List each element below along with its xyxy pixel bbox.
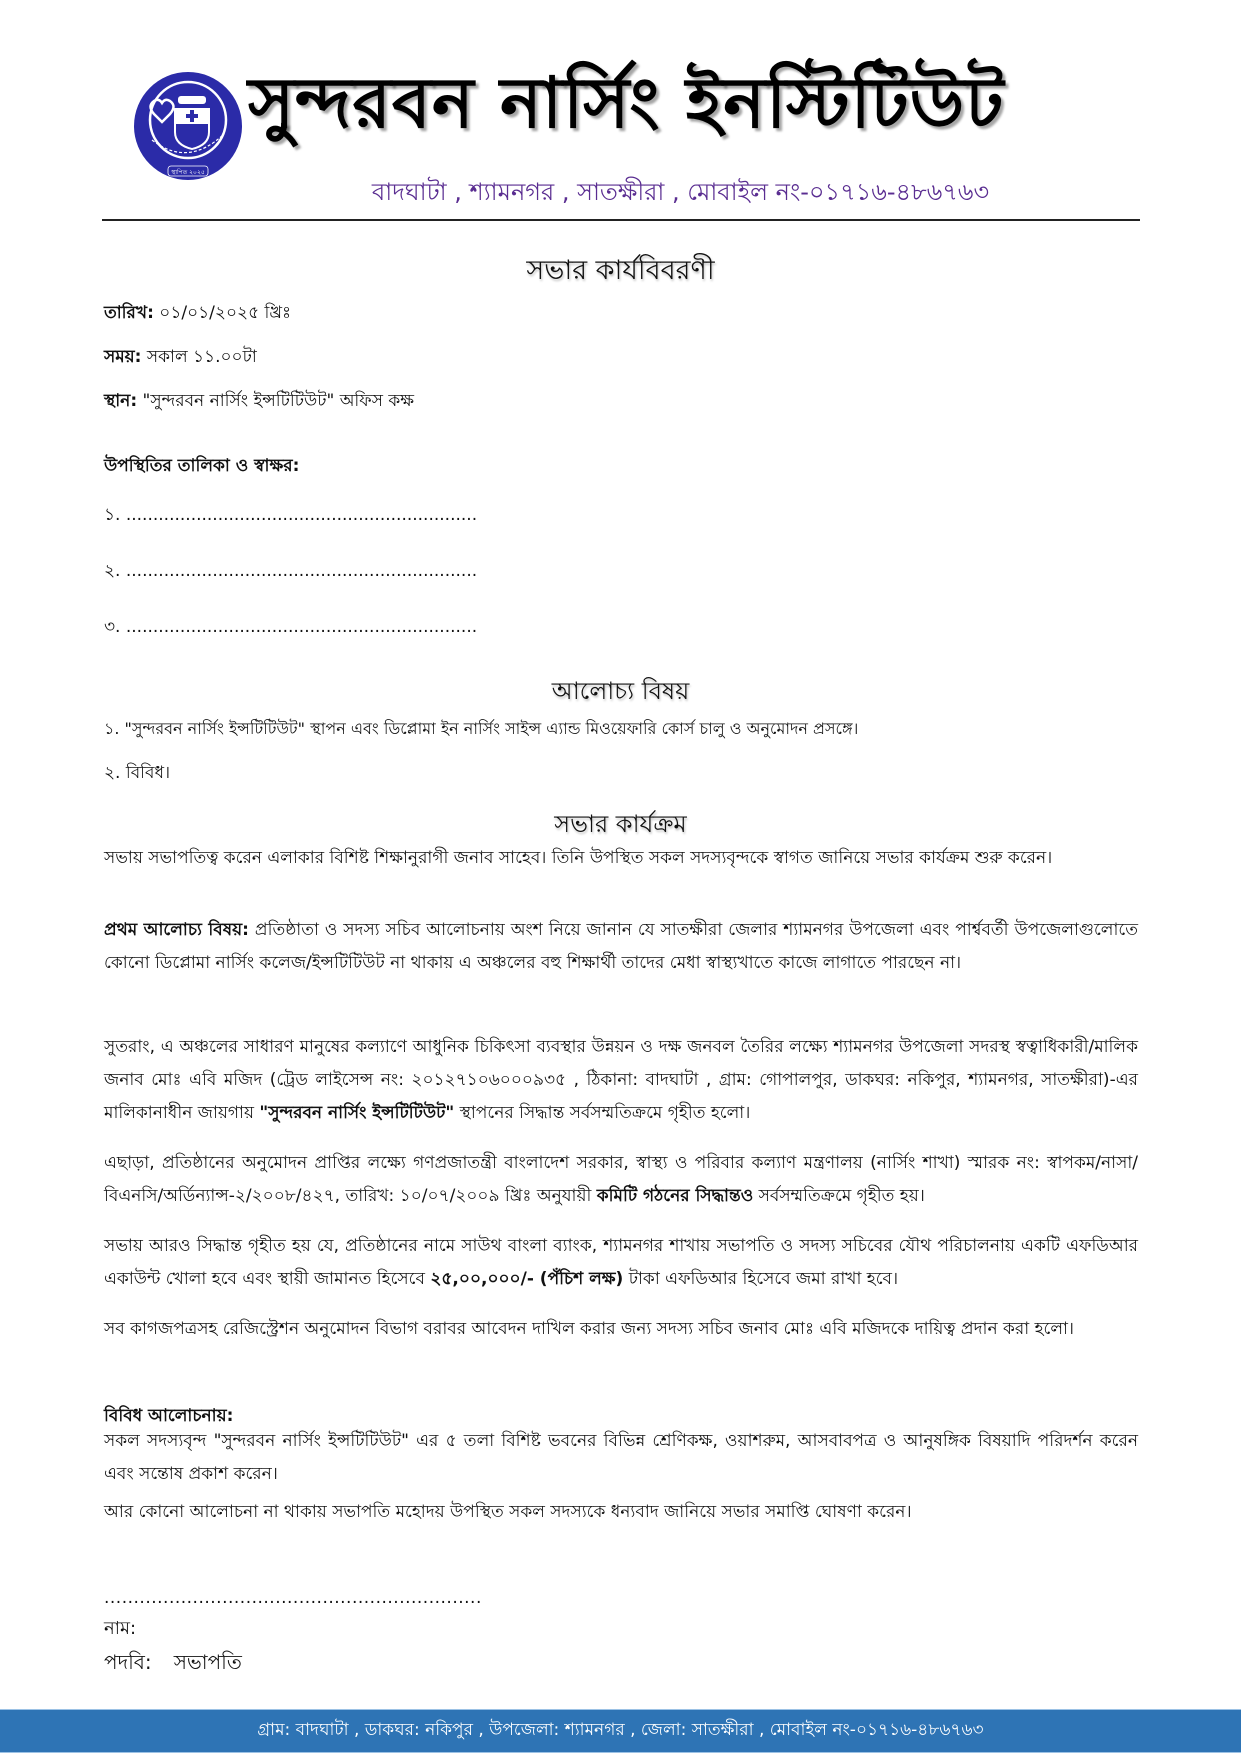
place-value: "সুন্দরবন নার্সিং ইন্সটিটিউট" অফিস কক্ষ bbox=[142, 391, 414, 411]
designation-value: সভাপতি bbox=[173, 1650, 242, 1674]
date-label: তারিখ: bbox=[104, 303, 154, 323]
approval-decision: সর্বসম্মতিক্রমে গৃহীত হয়। bbox=[753, 1186, 925, 1206]
attendance-blank: ................................................................. bbox=[125, 561, 478, 581]
designation-label: পদবি: bbox=[104, 1650, 152, 1674]
meeting-date bbox=[104, 300, 291, 328]
proceedings-paragraph-fdr bbox=[104, 1230, 1138, 1296]
proceedings-paragraph-registration: সব কাগজপত্রসহ রেজিস্ট্রেশন অনুমোদন বিভাগ বরাবর আবেদন দাখিল করার জন্য সদস্য সচিব জনাব মোঃ এবি মজিদকে দায়িত্ব প্রদান করা হলো। bbox=[104, 1319, 1075, 1339]
meeting-place bbox=[104, 388, 414, 416]
nursing-institute-logo-icon bbox=[132, 70, 244, 182]
first-topic-text: প্রতিষ্ঠাতা ও সদস্য সচিব আলোচনায় অংশ নিয়ে জানান যে সাতক্ষীরা জেলার শ্যামনগর উপজেলা এবং পার্শ্ববর্তী উপজেলাগুলোতে কোনো ডিপ্লোমা নার্সিং কলেজ/ইন্সটিটিউট না থাকায় এ অঞ্চলের বহু শিক্ষার্থী তাদের মেধা স্বাস্থ্যখাতে কাজে লাগাতে পারছেন না। bbox=[104, 920, 1138, 973]
institute-name-bold: "সুন্দরবন নার্সিং ইন্সটিটিউট" bbox=[259, 1103, 455, 1123]
deposit-amount-bold: ২৫,০০,০০০/- (পঁচিশ লক্ষ) bbox=[430, 1269, 624, 1289]
logo-established-text: স্থাপিত ২০২৫ bbox=[171, 169, 205, 176]
proceedings-paragraph-first-topic bbox=[104, 914, 1138, 980]
document-title: সভার কার্যবিবরণী bbox=[526, 255, 715, 286]
attendance-line bbox=[104, 614, 477, 642]
attendance-line bbox=[104, 558, 477, 586]
signature-line: ................................................................ bbox=[104, 1588, 482, 1608]
agenda-item: ১. "সুন্দরবন নার্সিং ইন্সটিটিউট" স্থাপন এবং ডিপ্লোমা ইন নার্সিং সাইন্স এ্যান্ড মিওয়েফারি কোর্স চালু ও অনুমোদন প্রসঙ্গে। bbox=[104, 719, 859, 738]
attendance-heading: উপস্থিতির তালিকা ও স্বাক্ষর: bbox=[104, 456, 300, 476]
header-address: বাদঘাটা , শ্যামনগর , সাতক্ষীরা , মোবাইল নং-০১৭১৬-৪৮৬৭৬৩ bbox=[371, 178, 990, 206]
misc-heading: বিবিধ আলোচনায়: bbox=[104, 1406, 234, 1426]
agenda-heading: আলোচ্য বিষয় bbox=[551, 677, 690, 705]
misc-paragraph-inspection: সকল সদস্যবৃন্দ "সুন্দরবন নার্সিং ইন্সটিটিউট" এর ৫ তলা বিশিষ্ট ভবনের বিভিন্ন শ্রেণিকক্ষ, ওয়াশরুম, আসবাবপত্র ও আনুষঙ্গিক বিষয়াদি পরিদর্শন করেন এবং সন্তোষ প্রকাশ করেন। bbox=[104, 1431, 1138, 1484]
establishment-text: সুতরাং, এ অঞ্চলের সাধারণ মানুষের কল্যাণে আধুনিক চিকিৎসা ব্যবস্থার উন্নয়ন ও দক্ষ জনবল তৈরির লক্ষ্যে শ্যামনগর উপজেলা সদরস্থ স্বত্বাধিকারী/মালিক জনাব মোঃ এবি মজিদ (ট্রেড লাইসেন্স নং: ২০১২৭১০৬০০০৯৩৫ , ঠিকানা: বাদঘাটা , গ্রাম: গোপালপুর, ডাকঘর: নকিপুর, শ্যামনগর, সাতক্ষীরা)-এর মালিকানাধীন জায়গায় bbox=[104, 1037, 1138, 1123]
closing-paragraph: আর কোনো আলোচনা না থাকায় সভাপতি মহোদয় উপস্থিত সকল সদস্যকে ধন্যবাদ জানিয়ে সভার সমাপ্তি ঘোষণা করেন। bbox=[104, 1502, 912, 1522]
footer-address: গ্রাম: বাদঘাটা , ডাকঘর: নকিপুর , উপজেলা: শ্যামনগর , জেলা: সাতক্ষীরা , মোবাইল নং-০১৭১৬-৪৮৬৭৬৩ bbox=[257, 1720, 984, 1740]
institute-name: সুন্দরবন নার্সিং ইনস্টিটিউট bbox=[248, 61, 1005, 144]
fdr-text: সভায় আরও সিদ্ধান্ত গৃহীত হয় যে, প্রতিষ্ঠানের নামে সাউথ বাংলা ব্যাংক, শ্যামনগর শাখায় সভাপতি ও সদস্য সচিবের যৌথ পরিচালনায় একটি এফডিআর একাউন্ট খোলা হবে এবং স্থায়ী জামানত হিসেবে bbox=[104, 1236, 1138, 1289]
proceedings-paragraph-opening: সভায় সভাপতিত্ব করেন এলাকার বিশিষ্ট শিক্ষানুরাগী জনাব সাহেব। তিনি উপস্থিত সকল সদস্যবৃন্দকে স্বাগত জানিয়ে সভার কার্যক্রম শুরু করেন। bbox=[104, 848, 1053, 868]
time-value: সকাল ১১.০০টা bbox=[146, 347, 257, 367]
fdr-decision: টাকা এফডিআর হিসেবে জমা রাখা হবে। bbox=[623, 1269, 899, 1289]
approval-text: এছাড়া, প্রতিষ্ঠানের অনুমোদন প্রাপ্তির লক্ষ্যে গণপ্রজাতন্ত্রী বাংলাদেশ সরকার, স্বাস্থ্য ও পরিবার কল্যাণ মন্ত্রণালয় (নার্সিং শাখা) স্মারক নং: স্বাপকম/নাসা/বিএনসি/অর্ডিন্যান্স-২/২০০৮/৪২৭, তারিখ: ১০/০৭/২০০৯ খ্রিঃ অনুযায়ী bbox=[104, 1153, 1138, 1206]
attendance-number: ৩. bbox=[104, 617, 121, 637]
attendance-number: ১. bbox=[104, 505, 121, 525]
proceedings-paragraph-establishment bbox=[104, 1031, 1138, 1130]
attendance-blank: ................................................................. bbox=[125, 505, 478, 525]
committee-decision-bold: কমিটি গঠনের সিদ্ধান্তও bbox=[596, 1186, 754, 1206]
attendance-line bbox=[104, 502, 477, 530]
proceedings-heading: সভার কার্যক্রম bbox=[554, 810, 687, 838]
footer-bar bbox=[0, 1709, 1241, 1753]
signature-designation bbox=[104, 1648, 242, 1681]
attendance-number: ২. bbox=[104, 561, 121, 581]
agenda-item: ২. বিবিধ। bbox=[104, 763, 171, 783]
time-label: সময়: bbox=[104, 347, 142, 367]
first-topic-label: প্রথম আলোচ্য বিষয়: bbox=[104, 920, 249, 940]
signature-name-label: নাম: bbox=[104, 1618, 137, 1639]
place-label: স্থান: bbox=[104, 391, 138, 411]
proceedings-paragraph-approval bbox=[104, 1147, 1138, 1213]
date-value: ০১/০১/২০২৫ খ্রিঃ bbox=[159, 303, 292, 323]
establishment-decision: স্থাপনের সিদ্ধান্ত সর্বসম্মতিক্রমে গৃহীত হলো। bbox=[454, 1103, 751, 1123]
attendance-blank: ................................................................. bbox=[125, 617, 478, 637]
header-divider bbox=[102, 219, 1140, 221]
meeting-time bbox=[104, 344, 257, 372]
letterhead bbox=[0, 0, 1241, 230]
